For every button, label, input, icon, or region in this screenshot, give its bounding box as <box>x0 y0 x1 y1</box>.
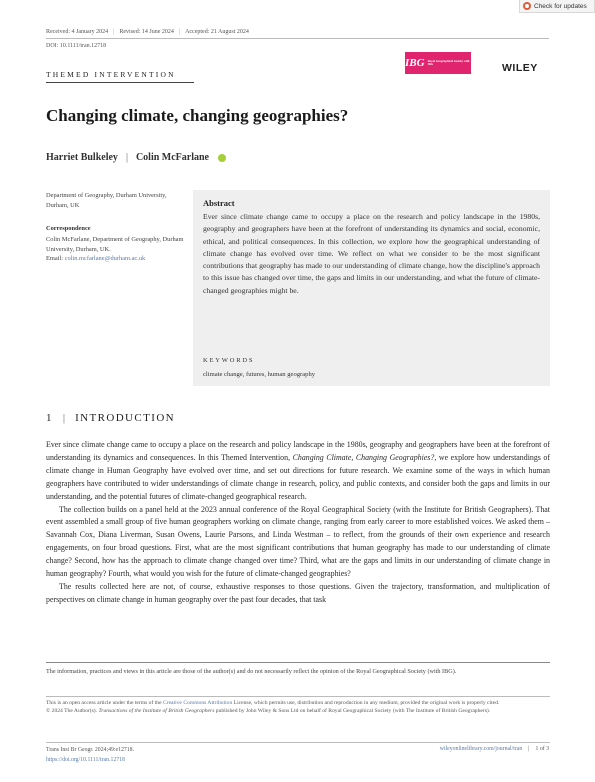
abstract-box <box>193 190 550 386</box>
correspondence-email-link[interactable]: colin.mcfarlane@durham.ac.uk <box>64 255 146 262</box>
ibg-logo-text: IBG <box>405 57 425 69</box>
email-label: Email: <box>46 255 64 262</box>
correspondence-heading: Correspondence <box>46 225 91 232</box>
license-text: This is an open access article under the terms of the <box>46 700 163 706</box>
received-date: Received: 4 January 2024 <box>46 29 109 35</box>
author-name[interactable]: Harriet Bulkeley <box>46 152 118 163</box>
check-for-updates-label: Check for updates <box>534 2 587 10</box>
crossmark-icon <box>523 2 531 10</box>
keywords-list: climate change, futures, human geography <box>203 371 316 378</box>
author-list <box>46 152 226 163</box>
article-doi: DOI: 10.1111/tran.12718 <box>46 43 107 49</box>
footer-citation <box>46 746 134 765</box>
author-name[interactable]: Colin McFarlane <box>135 152 209 163</box>
footnote-divider <box>46 662 550 663</box>
abstract-heading: Abstract <box>203 198 235 208</box>
ibg-logo-subtext: Royal Geographical Society with IBG <box>427 58 470 66</box>
copyright-text: © 2024 The Author(s). <box>46 708 99 715</box>
paragraph <box>46 439 550 504</box>
article-title: Changing climate, changing geographies? <box>46 106 349 125</box>
creative-commons-link[interactable]: Creative Commons Attribution <box>162 700 233 706</box>
correspondence-details <box>46 235 186 264</box>
orcid-icon[interactable] <box>218 154 226 162</box>
revised-date: Revised: 14 June 2024 <box>119 29 174 35</box>
date-separator: | <box>113 29 115 35</box>
abstract-text: Ever since climate change came to occupy a place on the research and policy landscape in the 1980s, geography and geographers have been at the forefront of understanding its dynamics and social, economic, ethical, and political consequences. In this collection, we explore how the geographical understanding of climate change has evolved over time. We reflect on what we consider to be the most significant contributions that geography has made to our understanding of climate change, how the discipline's approach to this issue has changed over time, the gaps and limits in our understanding, and what the future of climate-changed geographies might be. <box>203 212 540 295</box>
journal-url-link[interactable]: wileyonlinelibrary.com/journal/tran <box>439 746 523 752</box>
license-divider <box>46 696 550 697</box>
author-affiliation: Department of Geography, Durham University, Durham, UK <box>46 192 167 209</box>
section-heading-introduction <box>46 412 175 424</box>
footer-divider <box>46 742 550 743</box>
footer-page-info <box>440 746 549 752</box>
footer-separator: | <box>528 746 530 752</box>
footnote: The information, practices and views in this article are those of the author(s) and do not necessarily reflect the opinion of the Royal Geographical Society (with IBG). <box>46 668 457 675</box>
paragraph: The results collected here are not, of course, exhaustive responses to those questions. Given the trajectory, transformation, and multiplication of perspectives on climate change in human geography over the past four decades, that task <box>46 581 550 604</box>
page-number: 1 of 3 <box>535 746 549 752</box>
rgs-ibg-logo <box>405 52 471 74</box>
author-separator: | <box>125 152 128 163</box>
license-notice <box>46 699 550 716</box>
journal-name: Transactions of the Institute of British Geographers <box>98 708 215 715</box>
paragraph-text: Ever since climate change came to occupy a place on the research and policy landscape in the 1980s, geography and geographers have been at the forefront of understanding its dynamics and consequences. In this Themed Intervention, <box>46 440 550 462</box>
body-text <box>46 439 550 607</box>
citation-text: Trans Inst Br Geogr. 2024;49:e12718. <box>46 747 135 753</box>
article-dates <box>46 29 549 39</box>
correspondence-text: Colin McFarlane, Department of Geography, Durham University, Durham, UK. <box>46 236 184 253</box>
wiley-logo: WILEY <box>502 62 538 74</box>
section-heading-separator: | <box>62 412 66 424</box>
license-text: License, which permits use, distribution and reproduction in any medium, provided the original work is properly cited. <box>232 700 500 706</box>
doi-link[interactable]: https://doi.org/10.1111/tran.12718 <box>46 756 125 763</box>
paragraph-text: , we explore how understandings of climate change in Human Geography have evolved over time, and set out directions for future research. We examine some of the ways in which human geographers have contributed to wider understandings of climate change in research, policy, and public contexts, and consider both the gaps and limits in our understanding, and the potential futures of climate-changed geographical research. <box>46 452 551 501</box>
date-separator: | <box>178 29 181 35</box>
copyright-text: published by John Wiley & Sons Ltd on behalf of Royal Geographical Society (with The Institute of British Geographers). <box>214 708 491 715</box>
paragraph: The collection builds on a panel held at the 2023 annual conference of the Royal Geographical Society (with the Institute for British Geographers). That event assembled a small group of five human geographers working on climate change, ranging from early career to more established voices. We asked them – Savannah Cox, Diana Liverman, Susan Owens, Laurie Parsons, and Linda Westman – to reflect, from the grounds of their own experience and research engagements, on four broad questions. First, what are the most significant contributions that human geography has made to our understanding of climate change? Second, how has the approach to climate change changed over time? Third, what are the gaps and limits in our understanding of climate change in human geography? Fourth, what would you wish for the future of climate-changed geographies? <box>46 504 550 579</box>
section-title: INTRODUCTION <box>75 412 176 424</box>
section-label: THEMED INTERVENTION <box>46 70 194 83</box>
check-for-updates-badge[interactable] <box>519 0 595 13</box>
keywords-heading: KEYWORDS <box>203 357 255 364</box>
accepted-date: Accepted: 21 August 2024 <box>185 29 249 35</box>
collection-title: Changing Climate, Changing Geographies? <box>292 452 435 462</box>
section-number: 1 <box>46 412 53 424</box>
